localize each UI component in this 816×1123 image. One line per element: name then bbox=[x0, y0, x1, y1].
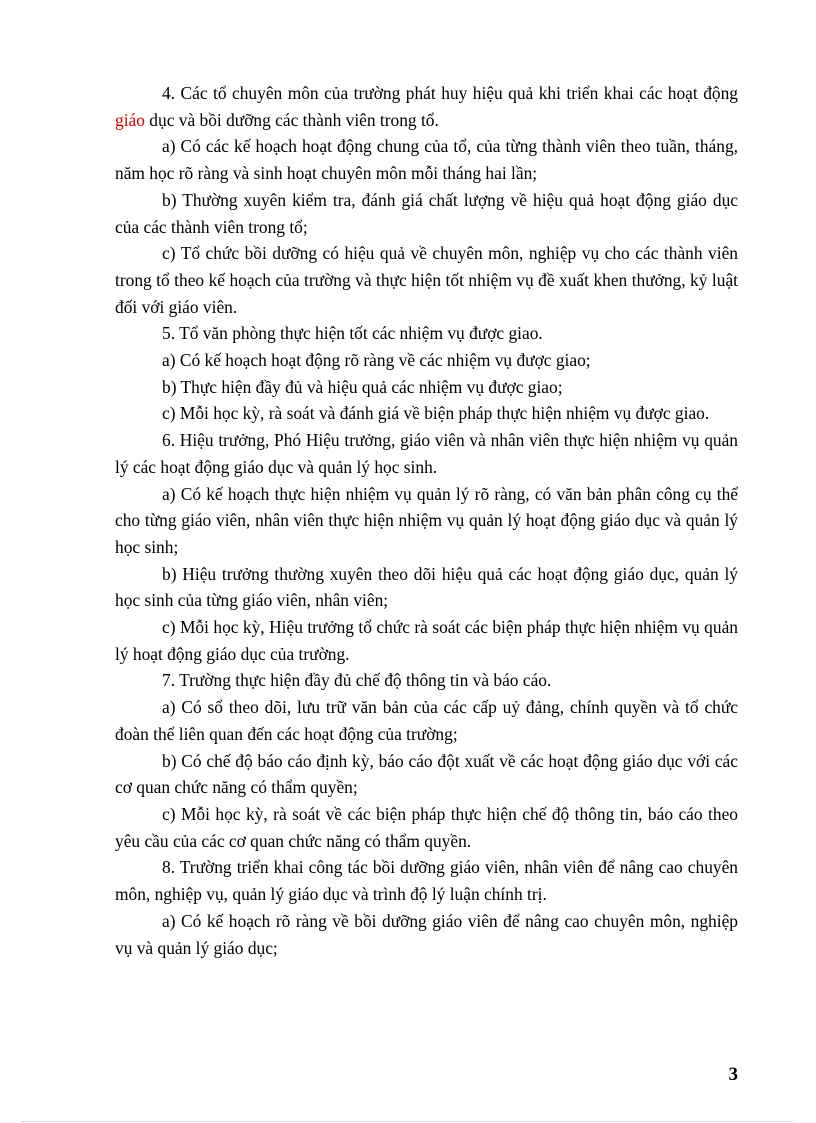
paragraph-7a: a) Có sổ theo dõi, lưu trữ văn bản của các cấp uỷ đảng, chính quyền và tổ chức đoàn thể liên quan đến các hoạt động của trường; bbox=[115, 697, 738, 744]
paragraph-5b: b) Thực hiện đầy đủ và hiệu quả các nhiệm vụ được giao; bbox=[162, 376, 563, 397]
paragraph-6a: a) Có kế hoạch thực hiện nhiệm vụ quản lý rõ ràng, có văn bản phân công cụ thể cho từng giáo viên, nhân viên thực hiện nhiệm vụ quản lý hoạt động giáo dục và quản lý học sinh; bbox=[115, 483, 738, 557]
paragraph-4-text-end: dục và bồi dưỡng các thành viên trong tổ. bbox=[144, 109, 439, 130]
paragraph-8: 8. Trường triển khai công tác bồi dưỡng giáo viên, nhân viên để nâng cao chuyên môn, nghiệp vụ, quản lý giáo dục và trình độ lý luận chính trị. bbox=[115, 857, 738, 905]
paragraph-7: 7. Trường thực hiện đầy đủ chế độ thông tin và báo cáo. bbox=[162, 670, 552, 691]
page-bottom-divider bbox=[22, 1121, 794, 1122]
paragraph-6: 6. Hiệu trưởng, Phó Hiệu trưởng, giáo viên và nhân viên thực hiện nhiệm vụ quản lý các hoạt động giáo dục và quản lý học sinh. bbox=[115, 430, 738, 477]
document-body bbox=[115, 80, 738, 961]
paragraph-5c: c) Mỗi học kỳ, rà soát và đánh giá về biện pháp thực hiện nhiệm vụ được giao. bbox=[162, 403, 710, 424]
paragraph-4b: b) Thường xuyên kiểm tra, đánh giá chất lượng về hiệu quả hoạt động giáo dục của các thành viên trong tổ; bbox=[115, 189, 738, 237]
paragraph-4-text-start: 4. Các tổ chuyên môn của trường phát huy hiệu quả khi triển khai các hoạt động bbox=[162, 83, 738, 103]
paragraph-5: 5. Tổ văn phòng thực hiện tốt các nhiệm vụ được giao. bbox=[162, 323, 543, 344]
highlighted-word: giáo bbox=[115, 109, 145, 130]
paragraph-8a: a) Có kế hoạch rõ ràng về bồi dưỡng giáo viên để nâng cao chuyên môn, nghiệp vụ và quản lý giáo dục; bbox=[115, 910, 738, 958]
paragraph-6c: c) Mỗi học kỳ, Hiệu trưởng tổ chức rà soát các biện pháp thực hiện nhiệm vụ quản lý hoạt động giáo dục của trường. bbox=[115, 617, 738, 664]
paragraph-7b: b) Có chế độ báo cáo định kỳ, báo cáo đột xuất về các hoạt động giáo dục với các cơ quan chức năng có thẩm quyền; bbox=[115, 750, 738, 798]
paragraph-5a: a) Có kế hoạch hoạt động rõ ràng về các nhiệm vụ được giao; bbox=[162, 350, 591, 371]
paragraph-4a: a) Có các kế hoạch hoạt động chung của tổ, của từng thành viên theo tuần, tháng, năm học rõ ràng và sinh hoạt chuyên môn mỗi tháng hai lần; bbox=[115, 136, 738, 184]
page-number: 3 bbox=[728, 1064, 738, 1085]
paragraph-4c: c) Tổ chức bồi dưỡng có hiệu quả về chuyên môn, nghiệp vụ cho các thành viên trong tổ theo kế hoạch của trường và thực hiện tốt nhiệm vụ đề xuất khen thưởng, kỷ luật đối với giáo viên. bbox=[115, 243, 738, 317]
paragraph-6b: b) Hiệu trưởng thường xuyên theo dõi hiệu quả các hoạt động giáo dục, quản lý học sinh của từng giáo viên, nhân viên; bbox=[115, 563, 738, 611]
paragraph-4 bbox=[115, 80, 738, 133]
paragraph-7c: c) Mỗi học kỳ, rà soát về các biện pháp thực hiện chế độ thông tin, báo cáo theo yêu cầu của các cơ quan chức năng có thẩm quyền. bbox=[115, 803, 738, 851]
